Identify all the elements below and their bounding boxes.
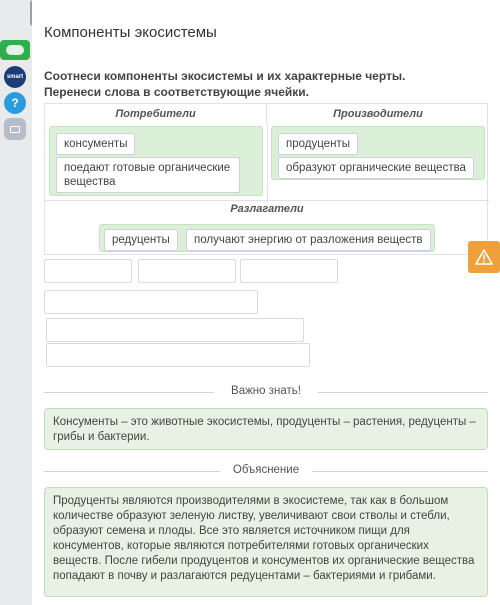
important-box	[44, 408, 488, 450]
answer-chip[interactable]: консументы	[56, 133, 135, 155]
empty-word-slot[interactable]	[46, 318, 304, 342]
page-title: Компоненты экосистемы	[44, 24, 217, 41]
explanation-divider	[44, 464, 488, 478]
answer-chip[interactable]: получают энергию от разложения веществ	[186, 229, 431, 251]
important-divider	[44, 385, 488, 399]
warning-icon[interactable]	[468, 241, 500, 273]
presentation-icon[interactable]	[4, 118, 26, 140]
row-divider	[45, 200, 489, 201]
column-consumers-header: Потребители	[45, 104, 267, 124]
online-mektep-icon[interactable]	[0, 40, 30, 60]
consumers-drop-zone[interactable]	[49, 126, 263, 196]
side-rail	[0, 40, 30, 144]
important-text: Консументы – это животные экосистемы, продуценты – растения, редуценты – грибы и бактерии.	[53, 416, 476, 443]
producers-drop-zone[interactable]	[271, 126, 485, 180]
empty-word-slot[interactable]	[46, 343, 310, 367]
smart-icon[interactable]: smart	[4, 66, 26, 88]
empty-word-slot[interactable]	[240, 259, 338, 283]
explanation-box	[44, 487, 488, 597]
explanation-label: Объяснение	[225, 464, 307, 476]
help-icon[interactable]: ?	[4, 92, 26, 114]
task-instruction: Соотнеси компоненты экосистемы и их характерные черты. Перенеси слова в соответствующие ячейки.	[44, 69, 406, 99]
answer-chip[interactable]: продуценты	[278, 133, 358, 155]
column-decomposers-header: Разлагатели	[230, 203, 304, 215]
empty-word-slot[interactable]	[44, 290, 258, 314]
answer-chip[interactable]: образуют органические вещества	[278, 157, 474, 179]
important-label: Важно знать!	[223, 385, 309, 397]
explanation-text: Продуценты являются производителями в экосистеме, так как в большом количестве образуют зеленую листву, увеличивают свои стволы и стебли, образуют семена и плоды. Все это является источником пищи для консументов, которые являются потребителями готовых органических веществ. После гибели продуцентов и консументов их органические вещества попадают в почву и разлагаются редуцентами – бактериями и грибами.	[53, 495, 475, 582]
column-divider	[267, 124, 268, 202]
column-producers-header: Производители	[333, 108, 423, 120]
matching-table	[44, 103, 488, 255]
answer-chip[interactable]: редуценты	[104, 229, 178, 251]
empty-word-slot[interactable]	[138, 259, 236, 283]
decomposers-drop-zone[interactable]	[99, 224, 435, 252]
empty-word-slot[interactable]	[44, 259, 132, 283]
answer-chip[interactable]: поедают готовые органические вещества	[56, 157, 240, 193]
